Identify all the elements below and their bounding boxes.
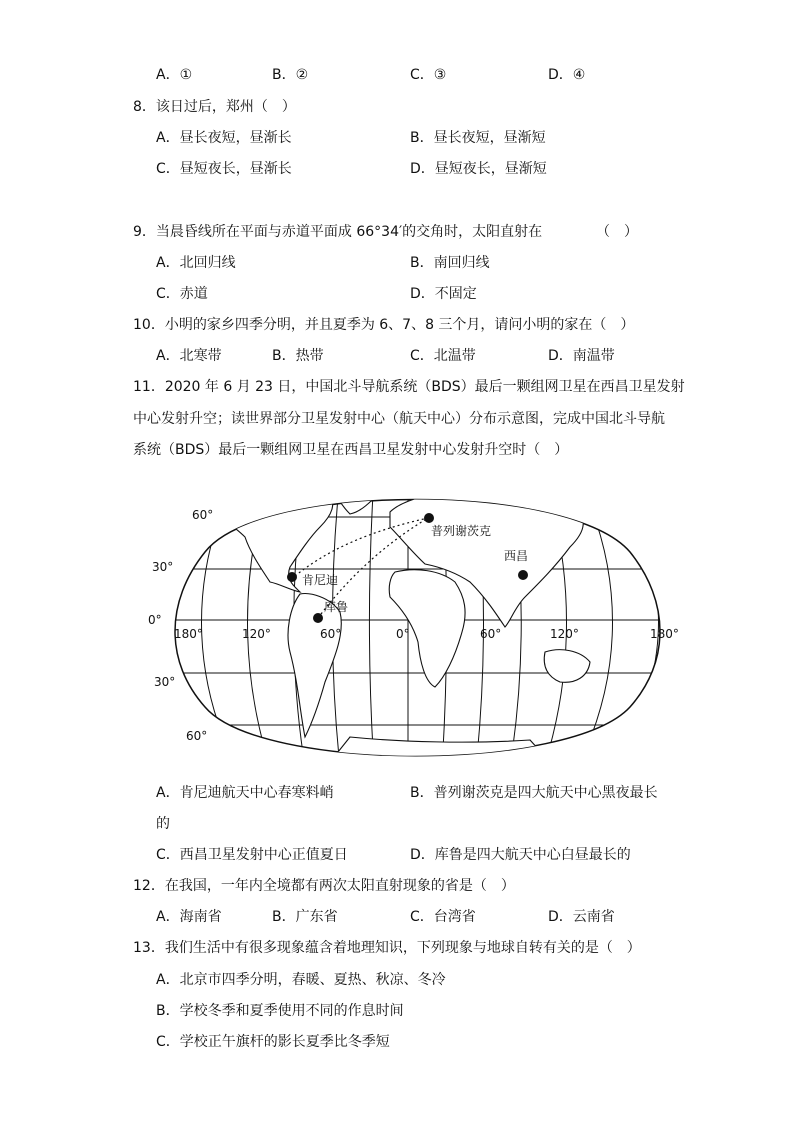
q9-stem: 9．当晨昏线所在平面与赤道平面成 66°34′的交角时，太阳直射在	[133, 224, 543, 240]
lon-label: 120°	[550, 627, 579, 641]
q9-option-a[interactable]: A．北回归线	[156, 255, 236, 271]
q7-option-d[interactable]: D．④	[548, 67, 586, 83]
q12-option-c[interactable]: C．台湾省	[410, 909, 476, 925]
station-label: 库鲁	[324, 600, 349, 614]
q11-stem-line3: 系统（BDS）最后一颗组网卫星在西昌卫星发射中心发射升空时（ ）	[133, 442, 569, 458]
lat-label: 30°	[154, 675, 176, 689]
map-latitude-labels	[148, 508, 213, 743]
q8-option-d[interactable]: D．昼短夜长，昼渐短	[410, 161, 547, 177]
lon-label: 180°	[650, 627, 679, 641]
q11-option-a[interactable]: A．肯尼迪航天中心春寒料峭	[156, 785, 334, 801]
q8-stem: 8．该日过后，郑州（ ）	[133, 99, 296, 115]
lat-label: 0°	[148, 613, 162, 627]
lat-label: 60°	[192, 508, 214, 522]
q13-option-c[interactable]: C．学校正午旗杆的影长夏季比冬季短	[156, 1034, 390, 1050]
q9-option-d[interactable]: D．不固定	[410, 286, 477, 302]
q8-option-b[interactable]: B．昼长夜短，昼渐短	[410, 130, 546, 146]
q9-option-b[interactable]: B．南回归线	[410, 255, 490, 271]
lon-label: 180°	[174, 627, 203, 641]
station-label: 肯尼迪	[302, 573, 339, 587]
q12-stem: 12．在我国，一年内全境都有两次太阳直射现象的省是（ ）	[133, 878, 515, 894]
lat-label: 60°	[186, 729, 208, 743]
lat-label: 30°	[152, 560, 174, 574]
q9-option-c[interactable]: C．赤道	[156, 286, 208, 302]
q10-stem: 10．小明的家乡四季分明，并且夏季为 6、7、8 三个月，请问小明的家在（ ）	[133, 317, 635, 333]
q13-stem: 13．我们生活中有很多现象蕴含着地理知识，下列现象与地球自转有关的是（ ）	[133, 940, 641, 956]
station-label: 普列谢茨克	[431, 524, 492, 538]
q10-option-d[interactable]: D．南温带	[548, 348, 615, 364]
q7-option-a[interactable]: A．①	[156, 67, 193, 83]
q11-option-c[interactable]: C．西昌卫星发射中心正值夏日	[156, 847, 348, 863]
lon-label: 0°	[396, 627, 410, 641]
station-label: 西昌	[504, 549, 529, 563]
q10-option-a[interactable]: A．北寒带	[156, 348, 222, 364]
q11-stem-line2: 中心发射升空；读世界部分卫星发射中心（航天中心）分布示意图，完成中国北斗导航	[133, 411, 665, 427]
q8-option-a[interactable]: A．昼长夜短，昼渐长	[156, 130, 292, 146]
lon-label: 60°	[480, 627, 502, 641]
q7-option-b[interactable]: B．②	[272, 67, 309, 83]
q8-option-c[interactable]: C．昼短夜长，昼渐长	[156, 161, 292, 177]
q12-option-d[interactable]: D．云南省	[548, 909, 615, 925]
q13-option-a[interactable]: A．北京市四季分明，春暖、夏热、秋凉、冬冷	[156, 972, 446, 988]
lon-label: 60°	[320, 627, 342, 641]
q12-option-b[interactable]: B．广东省	[272, 909, 338, 925]
q10-option-b[interactable]: B．热带	[272, 348, 324, 364]
continents	[220, 482, 590, 762]
q11-option-d[interactable]: D．库鲁是四大航天中心白昼最长的	[410, 847, 631, 863]
q11-option-b-wrap: 的	[156, 816, 170, 832]
q9-bracket: （ ）	[596, 224, 638, 240]
q11-stem-line1: 11．2020 年 6 月 23 日，中国北斗导航系统（BDS）最后一颗组网卫星在西昌卫星发射	[133, 379, 685, 395]
q12-option-a[interactable]: A．海南省	[156, 909, 222, 925]
q7-option-c[interactable]: C．③	[410, 67, 447, 83]
q13-option-b[interactable]: B．学校冬季和夏季使用不同的作息时间	[156, 1003, 404, 1019]
q11-option-b[interactable]: B．普列谢茨克是四大航天中心黑夜最长	[410, 785, 658, 801]
world-map-figure	[150, 472, 685, 772]
q10-option-c[interactable]: C．北温带	[410, 348, 476, 364]
lon-label: 120°	[242, 627, 271, 641]
